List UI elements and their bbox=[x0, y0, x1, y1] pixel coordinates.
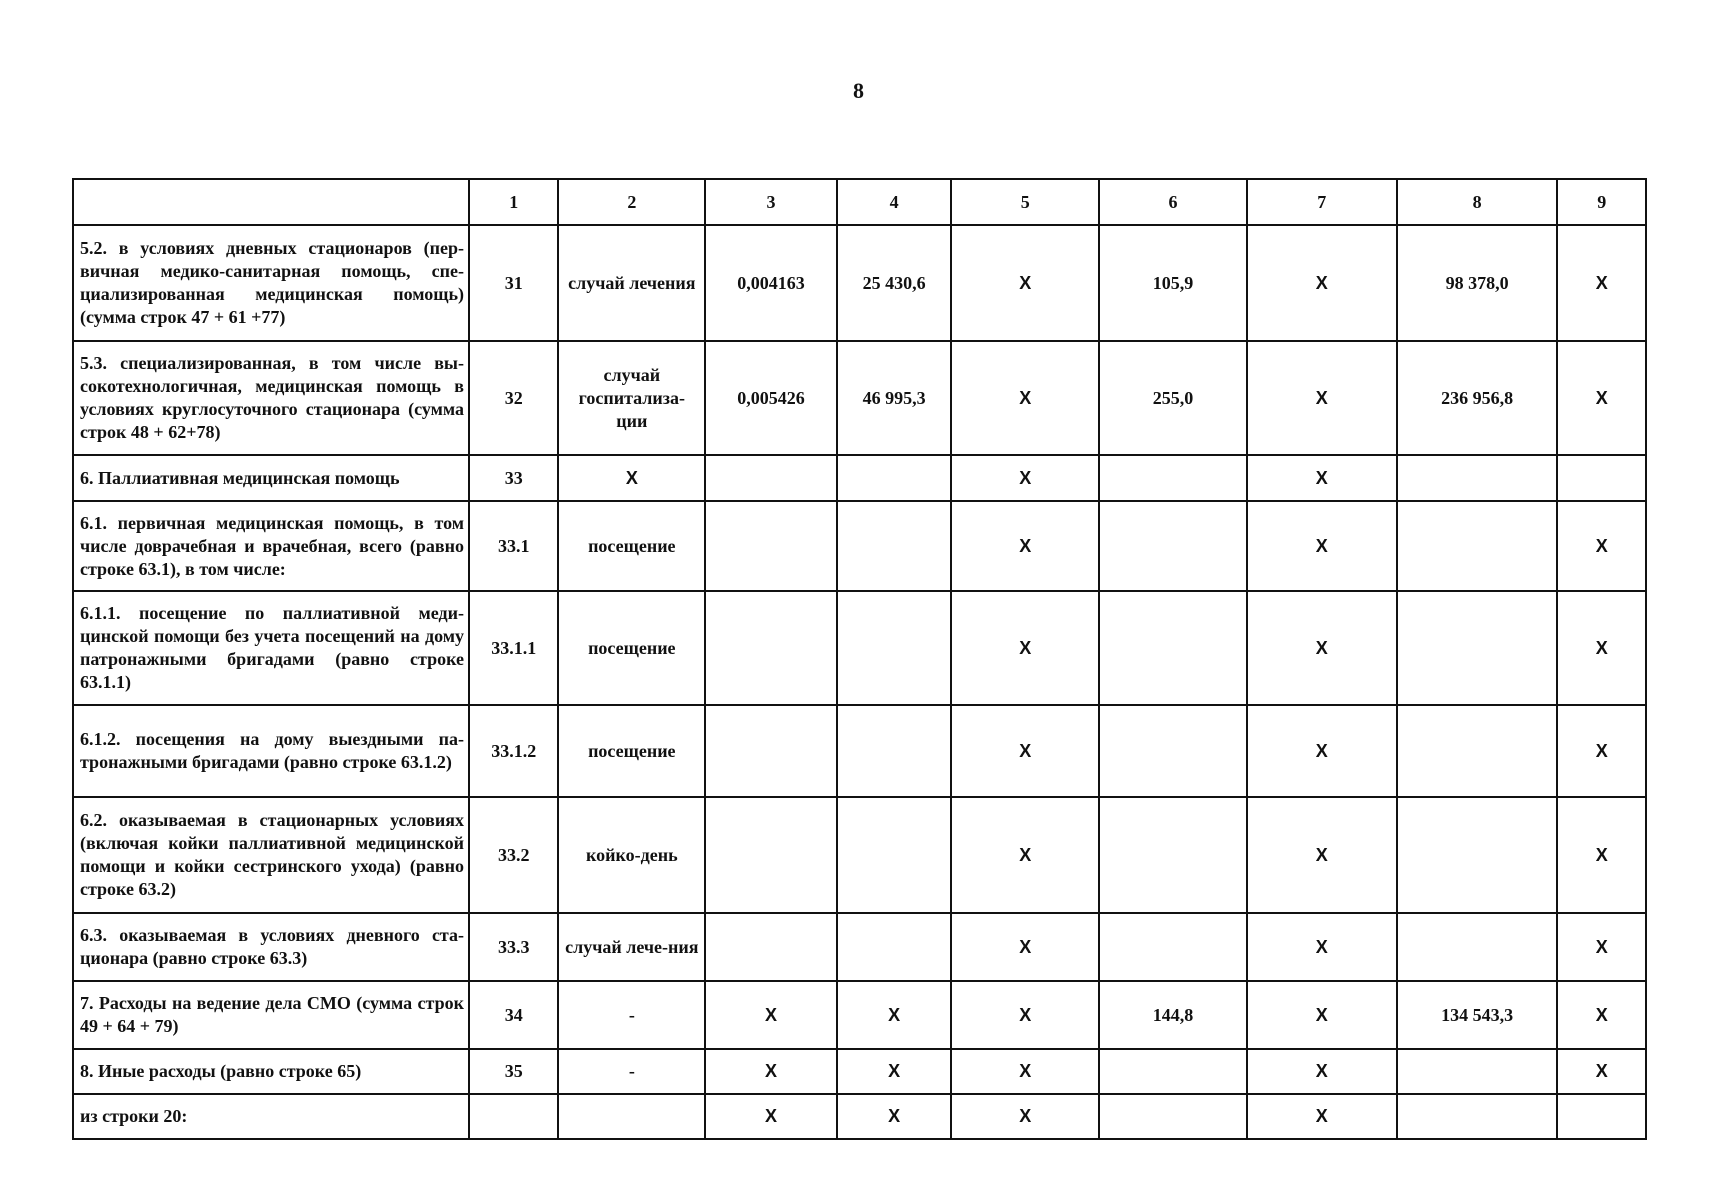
col4-cell bbox=[837, 591, 952, 705]
col3-cell: X bbox=[705, 1049, 837, 1094]
col7-cell: X bbox=[1247, 455, 1397, 501]
col9-cell: X bbox=[1557, 591, 1646, 705]
col3-cell: 0,004163 bbox=[705, 225, 837, 341]
data-table bbox=[72, 178, 1647, 1140]
col5-cell: X bbox=[951, 591, 1099, 705]
column-header-8: 8 bbox=[1397, 179, 1558, 225]
col3-cell bbox=[705, 705, 837, 797]
unit-cell: койко-день bbox=[558, 797, 705, 913]
col3-cell: X bbox=[705, 981, 837, 1049]
col4-cell bbox=[837, 501, 952, 591]
col8-cell bbox=[1397, 455, 1558, 501]
col6-cell bbox=[1099, 797, 1247, 913]
table-row bbox=[73, 455, 1646, 501]
table-row bbox=[73, 1094, 1646, 1139]
unit-cell bbox=[558, 1094, 705, 1139]
table-row bbox=[73, 591, 1646, 705]
row-code-cell: 33.1 bbox=[469, 501, 558, 591]
unit-cell: случай лечения bbox=[558, 225, 705, 341]
col8-cell bbox=[1397, 1094, 1558, 1139]
col4-cell: X bbox=[837, 981, 952, 1049]
col5-cell: X bbox=[951, 225, 1099, 341]
column-header-1: 1 bbox=[469, 179, 558, 225]
row-code-cell: 31 bbox=[469, 225, 558, 341]
col7-cell: X bbox=[1247, 981, 1397, 1049]
col3-cell: X bbox=[705, 1094, 837, 1139]
row-name-cell: 6.1. первичная медицинская помощь, в том числе доврачебная и врачебная, всего (равно строке 63.1), в том числе: bbox=[73, 501, 469, 591]
col4-cell: 46 995,3 bbox=[837, 341, 952, 455]
row-name-cell: 7. Расходы на ведение дела СМО (сумма строк 49 + 64 + 79) bbox=[73, 981, 469, 1049]
row-name-cell: 5.3. специализированная, в том числе высокотехнологичная, медицинская помощь в условиях круглосуточного стационара (сумма строк 48 + 62+78) bbox=[73, 341, 469, 455]
col8-cell bbox=[1397, 591, 1558, 705]
col5-cell: X bbox=[951, 501, 1099, 591]
col5-cell: X bbox=[951, 981, 1099, 1049]
row-name-cell: 6.1.1. посещение по паллиативной медицинской помощи без учета посещений на дому патронажными бригадами (равно строке 63.1.1) bbox=[73, 591, 469, 705]
column-header-6: 6 bbox=[1099, 179, 1247, 225]
header-row bbox=[73, 179, 1646, 225]
col8-cell bbox=[1397, 501, 1558, 591]
col6-cell bbox=[1099, 501, 1247, 591]
col6-cell: 255,0 bbox=[1099, 341, 1247, 455]
row-name-cell: 6.1.2. посещения на дому выездными патронажными бригадами (равно строке 63.1.2) bbox=[73, 705, 469, 797]
col7-cell: X bbox=[1247, 501, 1397, 591]
table-row bbox=[73, 1049, 1646, 1094]
col3-cell bbox=[705, 501, 837, 591]
row-code-cell: 33.1.1 bbox=[469, 591, 558, 705]
col8-cell bbox=[1397, 797, 1558, 913]
col6-cell bbox=[1099, 1094, 1247, 1139]
col8-cell: 236 956,8 bbox=[1397, 341, 1558, 455]
col9-cell: X bbox=[1557, 225, 1646, 341]
col5-cell: X bbox=[951, 913, 1099, 981]
row-code-cell: 33.3 bbox=[469, 913, 558, 981]
col9-cell: X bbox=[1557, 797, 1646, 913]
col7-cell: X bbox=[1247, 797, 1397, 913]
row-code-cell: 33 bbox=[469, 455, 558, 501]
col8-cell bbox=[1397, 913, 1558, 981]
col9-cell: X bbox=[1557, 341, 1646, 455]
col7-cell: X bbox=[1247, 341, 1397, 455]
col6-cell bbox=[1099, 1049, 1247, 1094]
column-header-blank bbox=[73, 179, 469, 225]
col7-cell: X bbox=[1247, 591, 1397, 705]
row-name-cell: 5.2. в условиях дневных стационаров (первичная медико-санитарная помощь, специализированная медицинская помощь) (сумма строк 47 + 61 +77) bbox=[73, 225, 469, 341]
col7-cell: X bbox=[1247, 1094, 1397, 1139]
col6-cell: 105,9 bbox=[1099, 225, 1247, 341]
row-name-cell: из строки 20: bbox=[73, 1094, 469, 1139]
col9-cell: X bbox=[1557, 913, 1646, 981]
row-code-cell: 35 bbox=[469, 1049, 558, 1094]
col4-cell: X bbox=[837, 1049, 952, 1094]
col3-cell bbox=[705, 913, 837, 981]
col8-cell bbox=[1397, 1049, 1558, 1094]
unit-cell: случай госпитализа-ции bbox=[558, 341, 705, 455]
row-code-cell: 33.2 bbox=[469, 797, 558, 913]
row-code-cell: 34 bbox=[469, 981, 558, 1049]
col8-cell bbox=[1397, 705, 1558, 797]
table-row bbox=[73, 501, 1646, 591]
row-code-cell bbox=[469, 1094, 558, 1139]
col3-cell bbox=[705, 797, 837, 913]
col4-cell bbox=[837, 705, 952, 797]
col6-cell bbox=[1099, 705, 1247, 797]
col9-cell bbox=[1557, 1094, 1646, 1139]
col7-cell: X bbox=[1247, 705, 1397, 797]
unit-cell: - bbox=[558, 1049, 705, 1094]
unit-cell: посещение bbox=[558, 705, 705, 797]
column-header-3: 3 bbox=[705, 179, 837, 225]
column-header-4: 4 bbox=[837, 179, 952, 225]
row-code-cell: 33.1.2 bbox=[469, 705, 558, 797]
table-row bbox=[73, 341, 1646, 455]
col5-cell: X bbox=[951, 797, 1099, 913]
row-name-cell: 8. Иные расходы (равно строке 65) bbox=[73, 1049, 469, 1094]
row-name-cell: 6.2. оказываемая в стационарных условиях (включая койки паллиативной медицинской помощи и койки сестринского ухода) (равно строке 63.2) bbox=[73, 797, 469, 913]
column-header-2: 2 bbox=[558, 179, 705, 225]
unit-cell: случай лече-ния bbox=[558, 913, 705, 981]
col4-cell bbox=[837, 913, 952, 981]
row-code-cell: 32 bbox=[469, 341, 558, 455]
col9-cell: X bbox=[1557, 501, 1646, 591]
col3-cell: 0,005426 bbox=[705, 341, 837, 455]
col6-cell bbox=[1099, 913, 1247, 981]
col4-cell bbox=[837, 455, 952, 501]
col9-cell: X bbox=[1557, 981, 1646, 1049]
col3-cell bbox=[705, 455, 837, 501]
col4-cell bbox=[837, 797, 952, 913]
table-row bbox=[73, 225, 1646, 341]
col7-cell: X bbox=[1247, 1049, 1397, 1094]
column-header-5: 5 bbox=[951, 179, 1099, 225]
col7-cell: X bbox=[1247, 225, 1397, 341]
col6-cell bbox=[1099, 591, 1247, 705]
col4-cell: X bbox=[837, 1094, 952, 1139]
col7-cell: X bbox=[1247, 913, 1397, 981]
col4-cell: 25 430,6 bbox=[837, 225, 952, 341]
table-row bbox=[73, 705, 1646, 797]
col6-cell bbox=[1099, 455, 1247, 501]
table-row bbox=[73, 797, 1646, 913]
col5-cell: X bbox=[951, 1049, 1099, 1094]
unit-cell: посещение bbox=[558, 591, 705, 705]
col9-cell: X bbox=[1557, 705, 1646, 797]
unit-cell: - bbox=[558, 981, 705, 1049]
col6-cell: 144,8 bbox=[1099, 981, 1247, 1049]
unit-cell: X bbox=[558, 455, 705, 501]
col5-cell: X bbox=[951, 455, 1099, 501]
table-body bbox=[73, 225, 1646, 1139]
column-header-7: 7 bbox=[1247, 179, 1397, 225]
col8-cell: 134 543,3 bbox=[1397, 981, 1558, 1049]
col5-cell: X bbox=[951, 705, 1099, 797]
col8-cell: 98 378,0 bbox=[1397, 225, 1558, 341]
col9-cell: X bbox=[1557, 1049, 1646, 1094]
page-number: 8 bbox=[853, 78, 864, 103]
col5-cell: X bbox=[951, 341, 1099, 455]
table-row bbox=[73, 913, 1646, 981]
column-header-9: 9 bbox=[1557, 179, 1646, 225]
col5-cell: X bbox=[951, 1094, 1099, 1139]
row-name-cell: 6.3. оказываемая в условиях дневного стационара (равно строке 63.3) bbox=[73, 913, 469, 981]
col9-cell bbox=[1557, 455, 1646, 501]
row-name-cell: 6. Паллиативная медицинская помощь bbox=[73, 455, 469, 501]
unit-cell: посещение bbox=[558, 501, 705, 591]
table-row bbox=[73, 981, 1646, 1049]
col3-cell bbox=[705, 591, 837, 705]
